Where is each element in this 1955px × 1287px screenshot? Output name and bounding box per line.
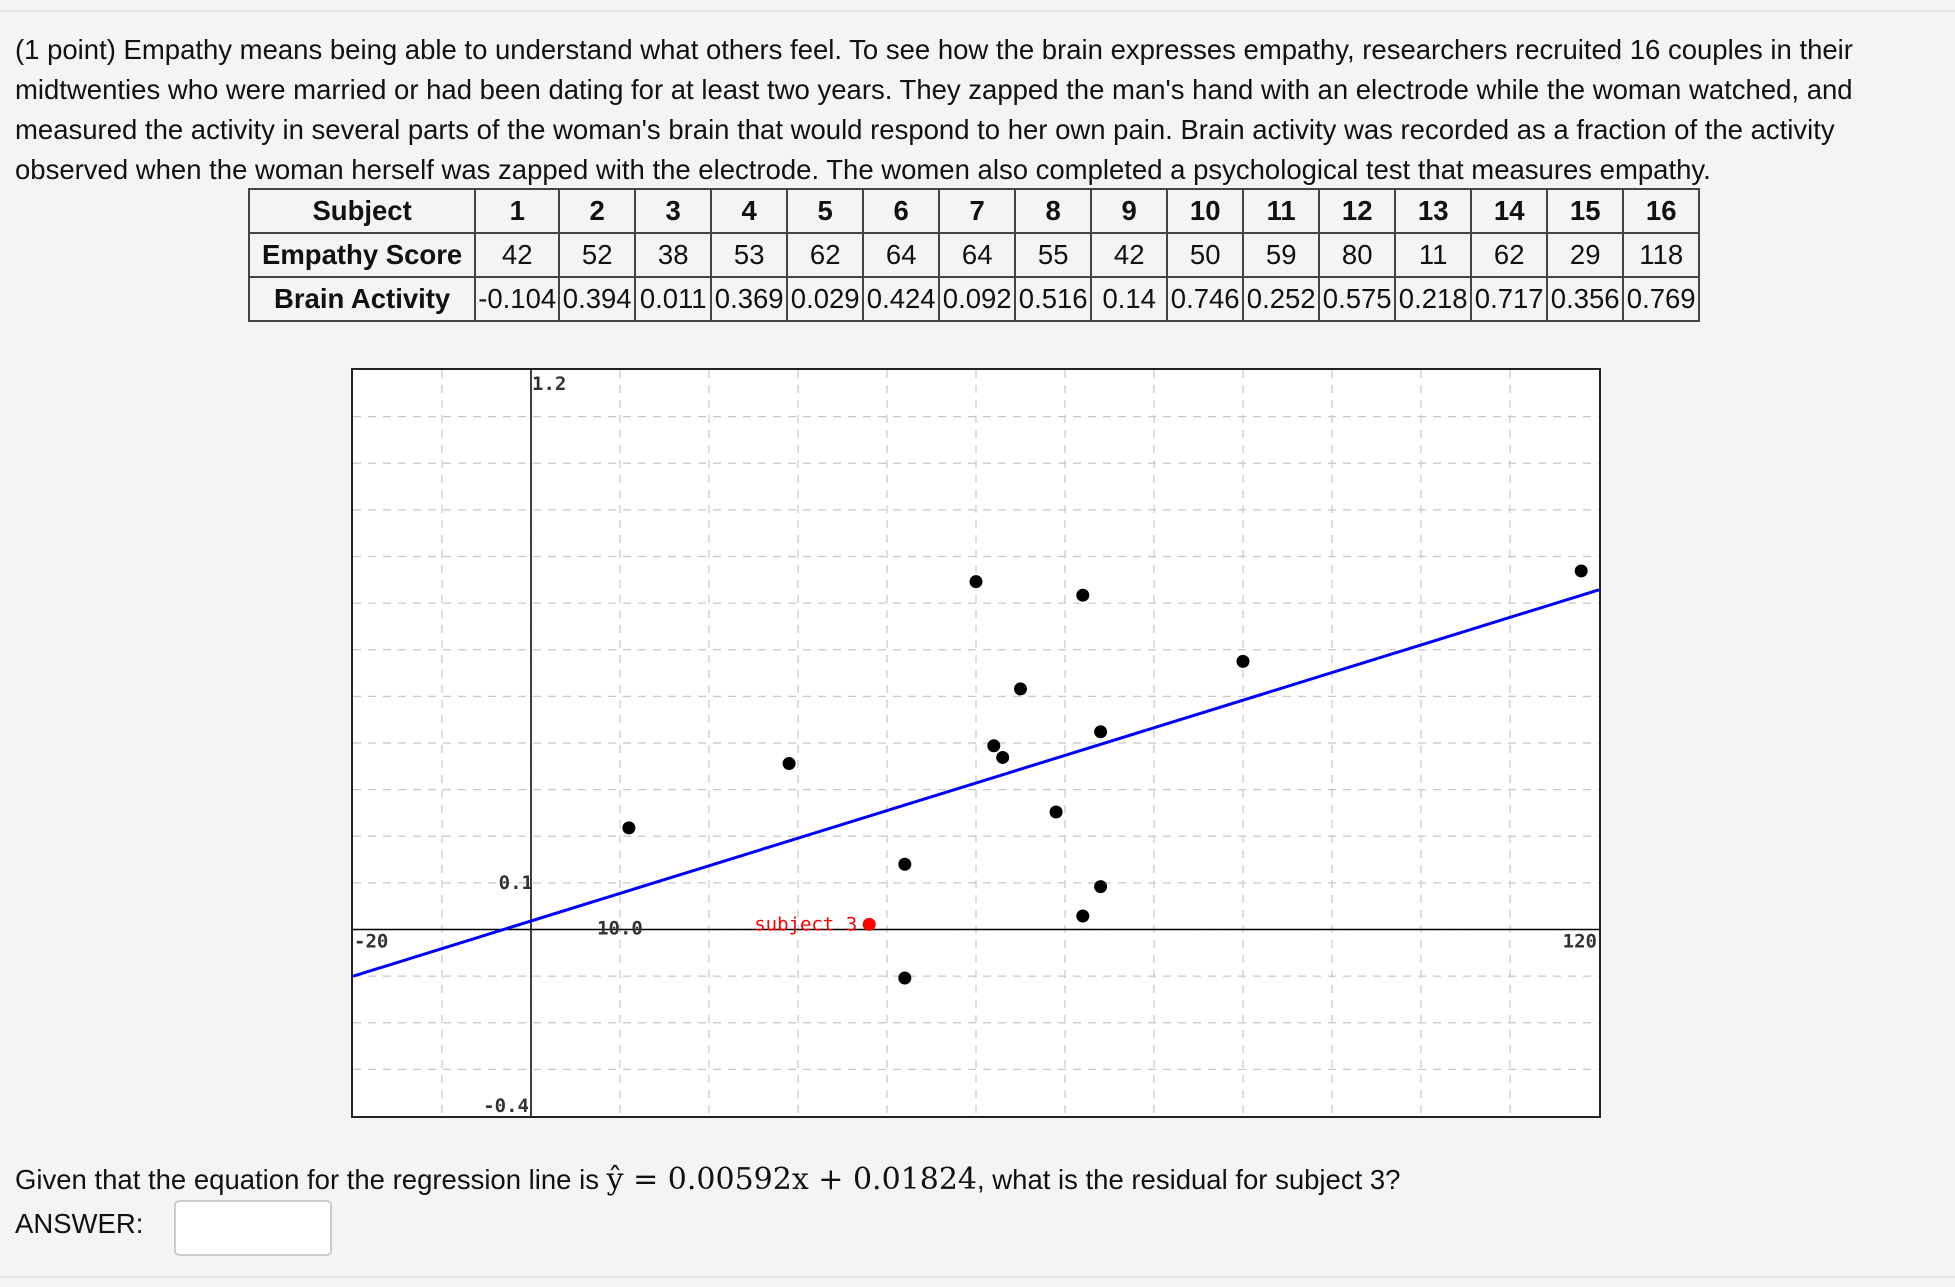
x-tick-label: 10.0 xyxy=(597,917,643,940)
brain-cell: 0.424 xyxy=(863,277,939,321)
scatter-plot xyxy=(351,368,1601,1118)
question-prefix: Given that the equation for the regression line is xyxy=(15,1164,607,1195)
empathy-cell: 62 xyxy=(787,233,863,277)
highlight-label: subject 3 xyxy=(754,913,858,936)
brain-cell: 0.356 xyxy=(1547,277,1623,321)
table-row xyxy=(249,277,1699,321)
empathy-cell: 64 xyxy=(863,233,939,277)
subject-cell: 3 xyxy=(635,189,711,233)
bottom-divider xyxy=(0,1276,1955,1278)
data-table xyxy=(248,188,1700,322)
row-label: Brain Activity xyxy=(249,277,475,321)
row-label: Subject xyxy=(249,189,475,233)
empathy-cell: 59 xyxy=(1243,233,1319,277)
row-label: Empathy Score xyxy=(249,233,475,277)
highlighted-point xyxy=(863,918,876,931)
data-point xyxy=(1237,655,1250,668)
brain-cell: -0.104 xyxy=(475,277,559,321)
chart-svg xyxy=(353,370,1599,1116)
empathy-cell: 42 xyxy=(1091,233,1167,277)
table-row xyxy=(249,233,1699,277)
data-point xyxy=(898,858,911,871)
y-tick-label: 1.2 xyxy=(532,373,567,395)
subject-cell: 1 xyxy=(475,189,559,233)
brain-cell: 0.575 xyxy=(1319,277,1395,321)
brain-cell: 0.092 xyxy=(939,277,1015,321)
question-text xyxy=(15,1162,1400,1197)
y-tick-label: -0.4 xyxy=(483,1095,529,1116)
subject-cell: 8 xyxy=(1015,189,1091,233)
brain-cell: 0.218 xyxy=(1395,277,1471,321)
empathy-cell: 50 xyxy=(1167,233,1243,277)
subject-cell: 7 xyxy=(939,189,1015,233)
answer-input[interactable] xyxy=(174,1200,332,1256)
data-point xyxy=(1094,725,1107,738)
brain-cell: 0.011 xyxy=(635,277,711,321)
answer-label: ANSWER: xyxy=(15,1208,144,1239)
data-point xyxy=(996,751,1009,764)
data-point xyxy=(783,757,796,770)
empathy-cell: 42 xyxy=(475,233,559,277)
brain-cell: 0.369 xyxy=(711,277,787,321)
data-point xyxy=(1050,806,1063,819)
subject-cell: 10 xyxy=(1167,189,1243,233)
empathy-cell: 11 xyxy=(1395,233,1471,277)
empathy-cell: 80 xyxy=(1319,233,1395,277)
data-point xyxy=(622,821,635,834)
problem-text: (1 point) Empathy means being able to understand what others feel. To see how the brain expresses empathy, researchers recruited 16 couples in their midtwenties who were married or had been dating for at least two years. They zapped the man's hand with an electrode while the woman watched, and measured the activity in several parts of the woman's brain that would respond to her own pain. Brain activity was recorded as a fraction of the activity observed when the woman herself was zapped with the electrode. The women also completed a psychological test that measures empathy. xyxy=(15,34,1853,185)
empathy-cell: 64 xyxy=(939,233,1015,277)
data-point xyxy=(970,575,983,588)
subject-cell: 6 xyxy=(863,189,939,233)
data-point xyxy=(1076,589,1089,602)
empathy-cell: 52 xyxy=(559,233,635,277)
brain-cell: 0.516 xyxy=(1015,277,1091,321)
brain-cell: 0.252 xyxy=(1243,277,1319,321)
data-point xyxy=(1014,682,1027,695)
question-suffix: , what is the residual for subject 3? xyxy=(977,1164,1401,1195)
subject-cell: 4 xyxy=(711,189,787,233)
subject-cell: 5 xyxy=(787,189,863,233)
subject-cell: 2 xyxy=(559,189,635,233)
empathy-cell: 29 xyxy=(1547,233,1623,277)
data-point xyxy=(1094,880,1107,893)
x-tick-label: 120 xyxy=(1562,930,1597,953)
subject-cell: 11 xyxy=(1243,189,1319,233)
brain-cell: 0.717 xyxy=(1471,277,1547,321)
subject-cell: 14 xyxy=(1471,189,1547,233)
empathy-cell: 38 xyxy=(635,233,711,277)
subject-cell: 16 xyxy=(1623,189,1699,233)
subject-cell: 9 xyxy=(1091,189,1167,233)
data-point xyxy=(1575,564,1588,577)
brain-cell: 0.029 xyxy=(787,277,863,321)
brain-cell: 0.14 xyxy=(1091,277,1167,321)
x-tick-label: -20 xyxy=(354,930,389,953)
regression-equation: ŷ = 0.00592x + 0.01824 xyxy=(606,1162,978,1197)
empathy-cell: 53 xyxy=(711,233,787,277)
top-divider xyxy=(0,10,1955,12)
y-tick-label: 0.1 xyxy=(498,871,533,894)
subject-cell: 12 xyxy=(1319,189,1395,233)
empathy-cell: 118 xyxy=(1623,233,1699,277)
empathy-cell: 55 xyxy=(1015,233,1091,277)
brain-cell: 0.746 xyxy=(1167,277,1243,321)
subject-cell: 13 xyxy=(1395,189,1471,233)
data-point xyxy=(987,739,1000,752)
empathy-cell: 62 xyxy=(1471,233,1547,277)
data-point xyxy=(898,971,911,984)
brain-cell: 0.769 xyxy=(1623,277,1699,321)
brain-cell: 0.394 xyxy=(559,277,635,321)
table-row xyxy=(249,189,1699,233)
data-point xyxy=(1076,909,1089,922)
subject-cell: 15 xyxy=(1547,189,1623,233)
